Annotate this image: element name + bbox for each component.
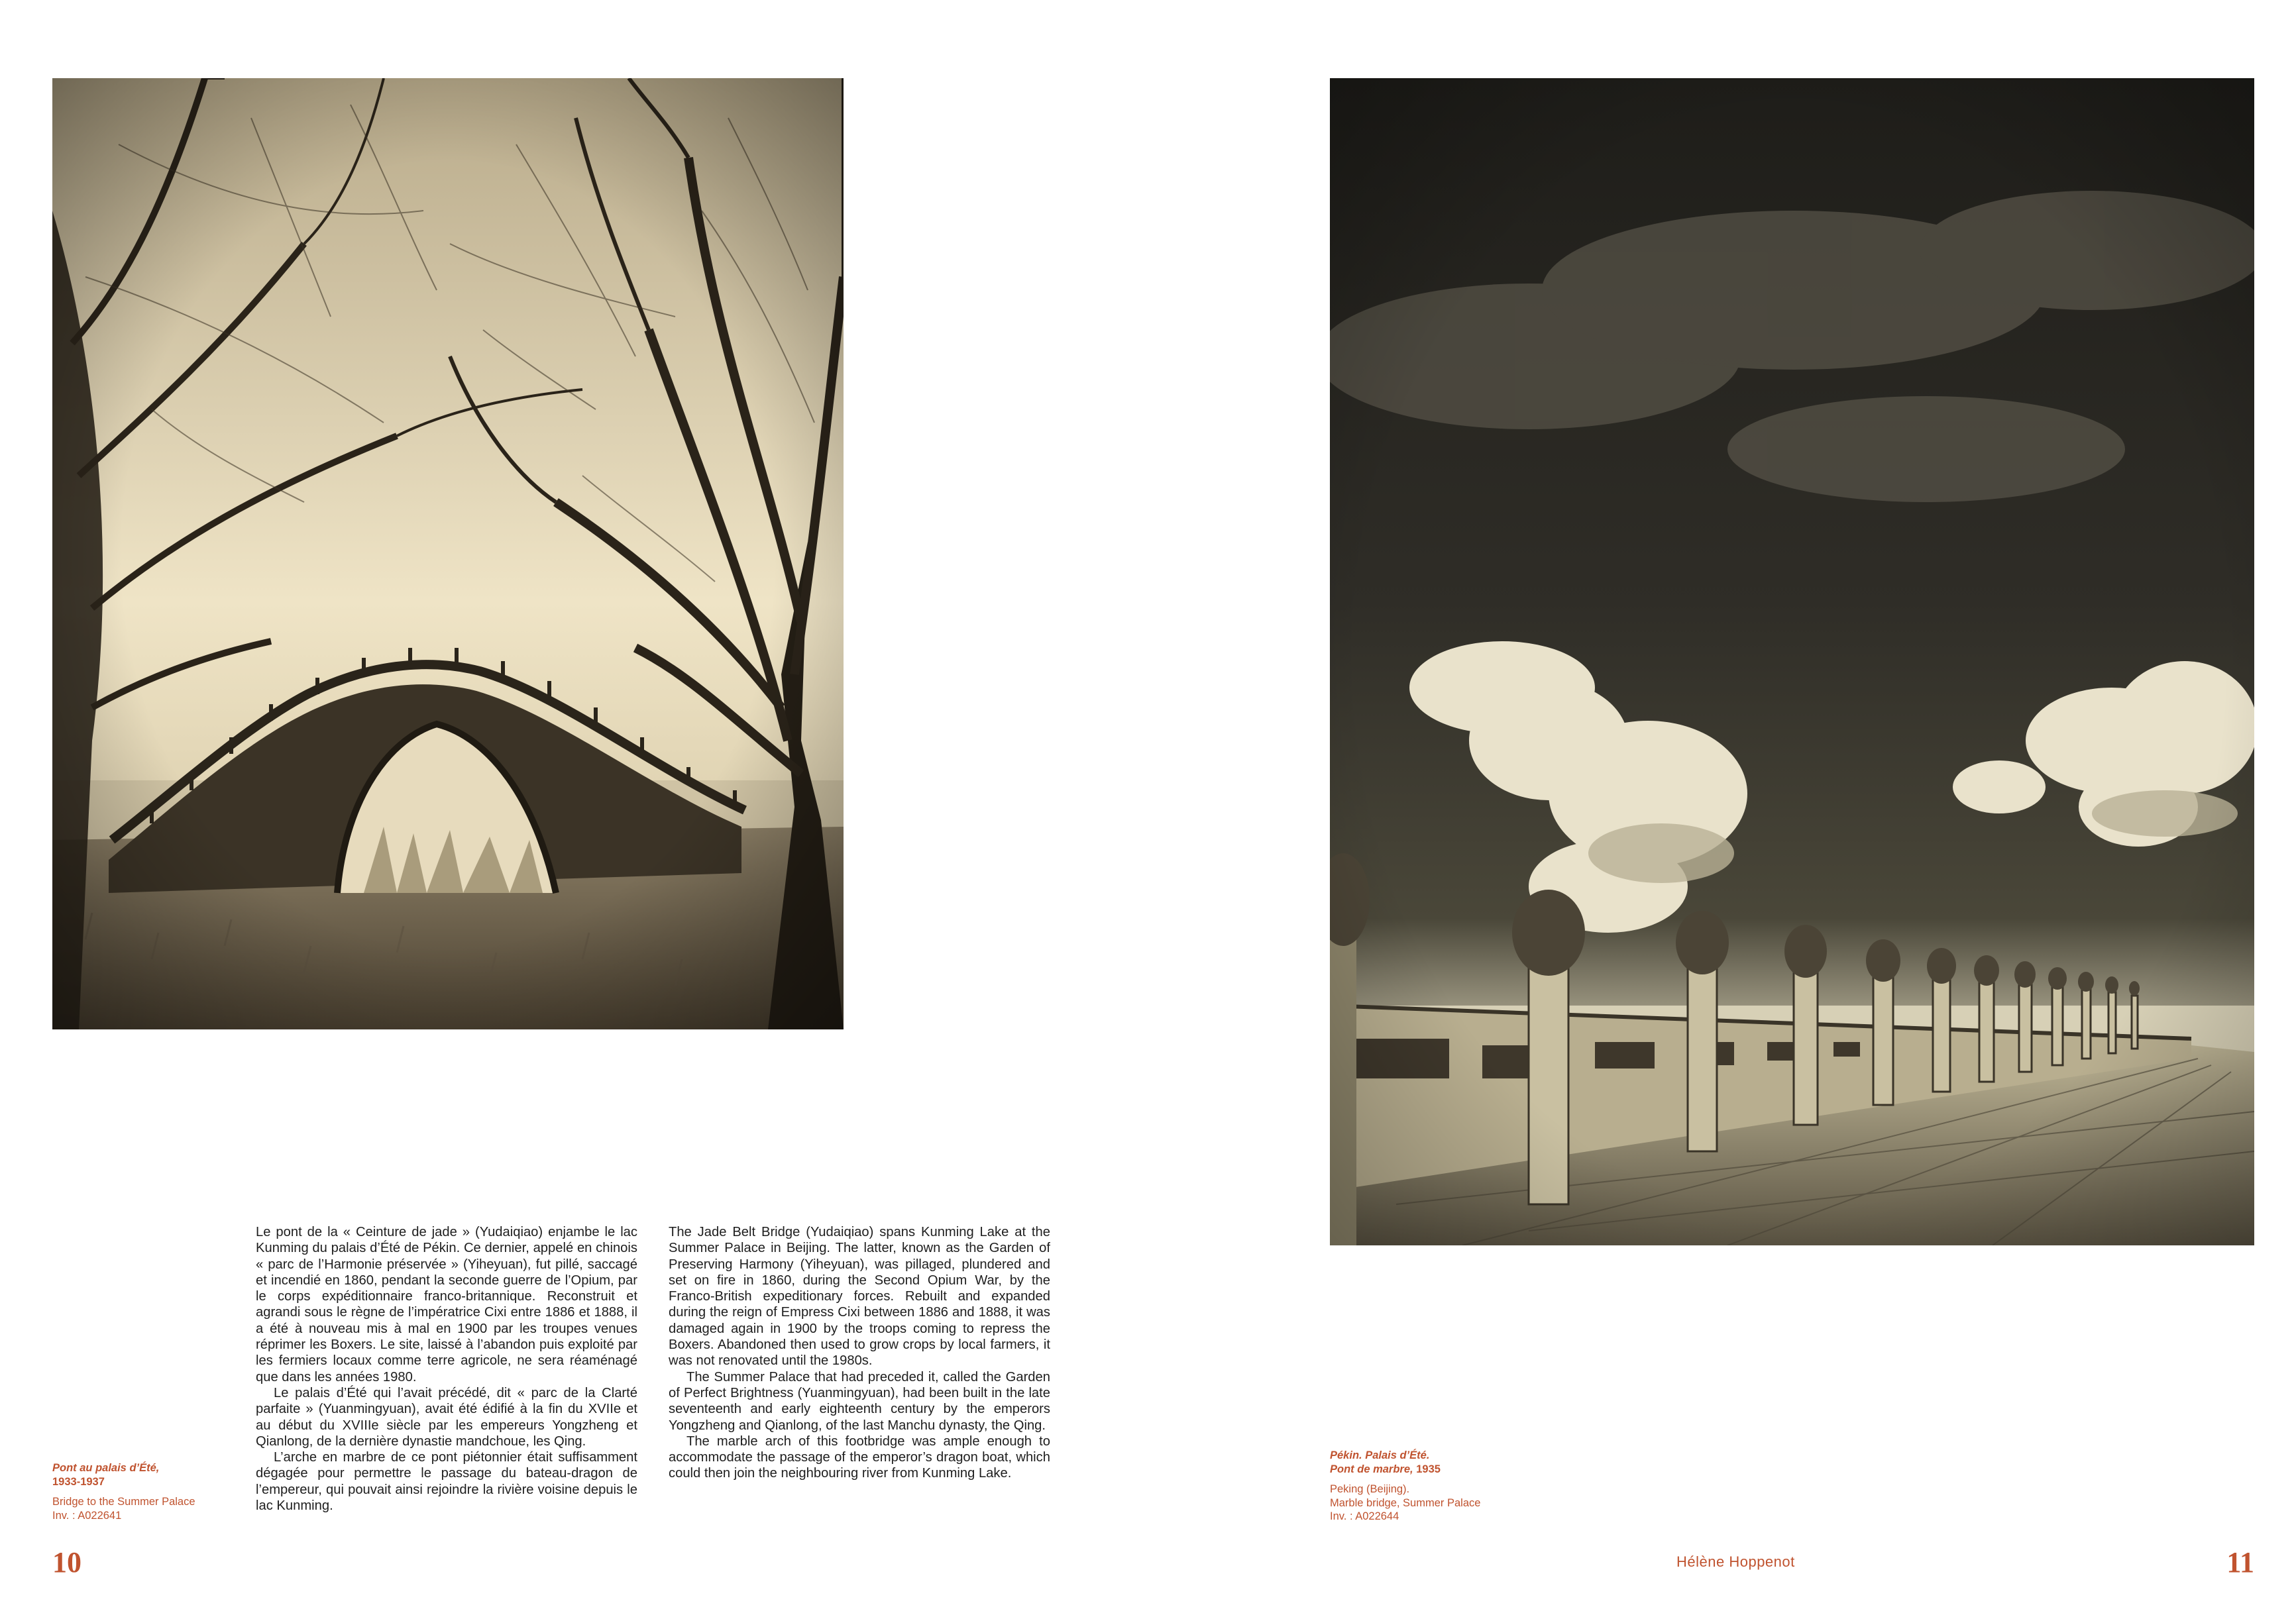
body-text-english <box>669 1224 1050 1482</box>
fr-paragraph: L’arche en marbre de ce pont piétonnier était suffisamment dégagée pour permettre le passage du bateau-dragon de l’empereur, qui pouvait ainsi rejoindre la rivière voisine depuis le lac Kunming. <box>256 1450 637 1514</box>
arch-bridge-image <box>52 78 844 1029</box>
page-number-right: 11 <box>2226 1546 2254 1579</box>
marble-bridge-image <box>1330 78 2254 1245</box>
page-number-left: 10 <box>52 1546 82 1579</box>
caption-right-english-line2: Marble bridge, Summer Palace <box>1330 1496 1481 1509</box>
caption-left-date: 1933-1937 <box>52 1475 105 1488</box>
en-paragraph: The marble arch of this footbridge was ample enough to accommodate the passage of the emperor’s dragon boat, which could then join the neighbouring river from Kunming Lake. <box>669 1434 1050 1481</box>
photo-arch-bridge <box>52 78 844 1029</box>
fr-paragraph: Le pont de la « Ceinture de jade » (Yudaiqiao) enjambe le lac Kunming du palais d’Été de Pékin. Ce dernier, appelé en chinois « parc de l’Harmonie préservée » (Yiheyuan), fut pillé, saccagé et incendié en 1860, pendant la seconde guerre de l’Opium, par le corps expéditionnaire franco-britannique. Reconstruit et agrandi sous le règne de l’impératrice Cixi entre 1886 et 1888, il a été à nouveau mis à mal en 1900 par les troupes venues réprimer les Boxers. Le site, laissé à l’abandon puis exploité par les fermiers locaux comme terre agricole, ne sera réaménagé que dans les années 1980. <box>256 1225 637 1384</box>
caption-right <box>1330 1449 1555 1524</box>
en-paragraph: The Summer Palace that had preceded it, called the Garden of Perfect Brightness (Yuanmingyuan), had been built in the late seventeenth and early eighteenth century by the emperors Yongzheng and Qianlong, of the last Manchu dynasty, the Qing. <box>669 1369 1050 1433</box>
running-head: Hélène Hoppenot <box>1676 1553 1795 1570</box>
caption-left-title: Pont au palais d’Été, <box>52 1462 160 1474</box>
photo-marble-bridge <box>1330 78 2254 1245</box>
caption-left-english: Bridge to the Summer Palace <box>52 1496 195 1508</box>
caption-left-inventory: Inv. : A022641 <box>52 1509 122 1522</box>
fr-paragraph: Le palais d’Été qui l’avait précédé, dit « parc de la Clarté parfaite » (Yuanmingyuan), avait été édifié à la fin du XVIIe et au début du XVIIIe siècle par les empereurs Yongzheng et Qianlong, de la dernière dynastie mandchoue, les Qing. <box>256 1385 637 1449</box>
caption-right-english-line1: Peking (Beijing). <box>1330 1483 1410 1495</box>
en-paragraph: The Jade Belt Bridge (Yudaiqiao) spans Kunming Lake at the Summer Palace in Beijing. The latter, known as the Garden of Preserving Harmony (Yiheyuan), was pillaged, plundered and set on fire in 1860, during the Second Opium War, by the Franco-British expeditionary forces. Rebuilt and expanded during the reign of Empress Cixi between 1886 and 1888, it was damaged again in 1900 by the troops coming to repress the Boxers. Abandoned then used to grow crops by local farmers, it was not renovated until the 1980s. <box>669 1225 1050 1369</box>
body-text-french <box>256 1224 637 1514</box>
caption-right-title-line2: Pont de marbre, <box>1330 1463 1413 1475</box>
caption-right-title-line1: Pékin. Palais d’Été. <box>1330 1449 1430 1461</box>
caption-right-date: 1935 <box>1416 1463 1441 1475</box>
caption-right-inventory: Inv. : A022644 <box>1330 1510 1399 1522</box>
caption-left <box>52 1461 251 1522</box>
